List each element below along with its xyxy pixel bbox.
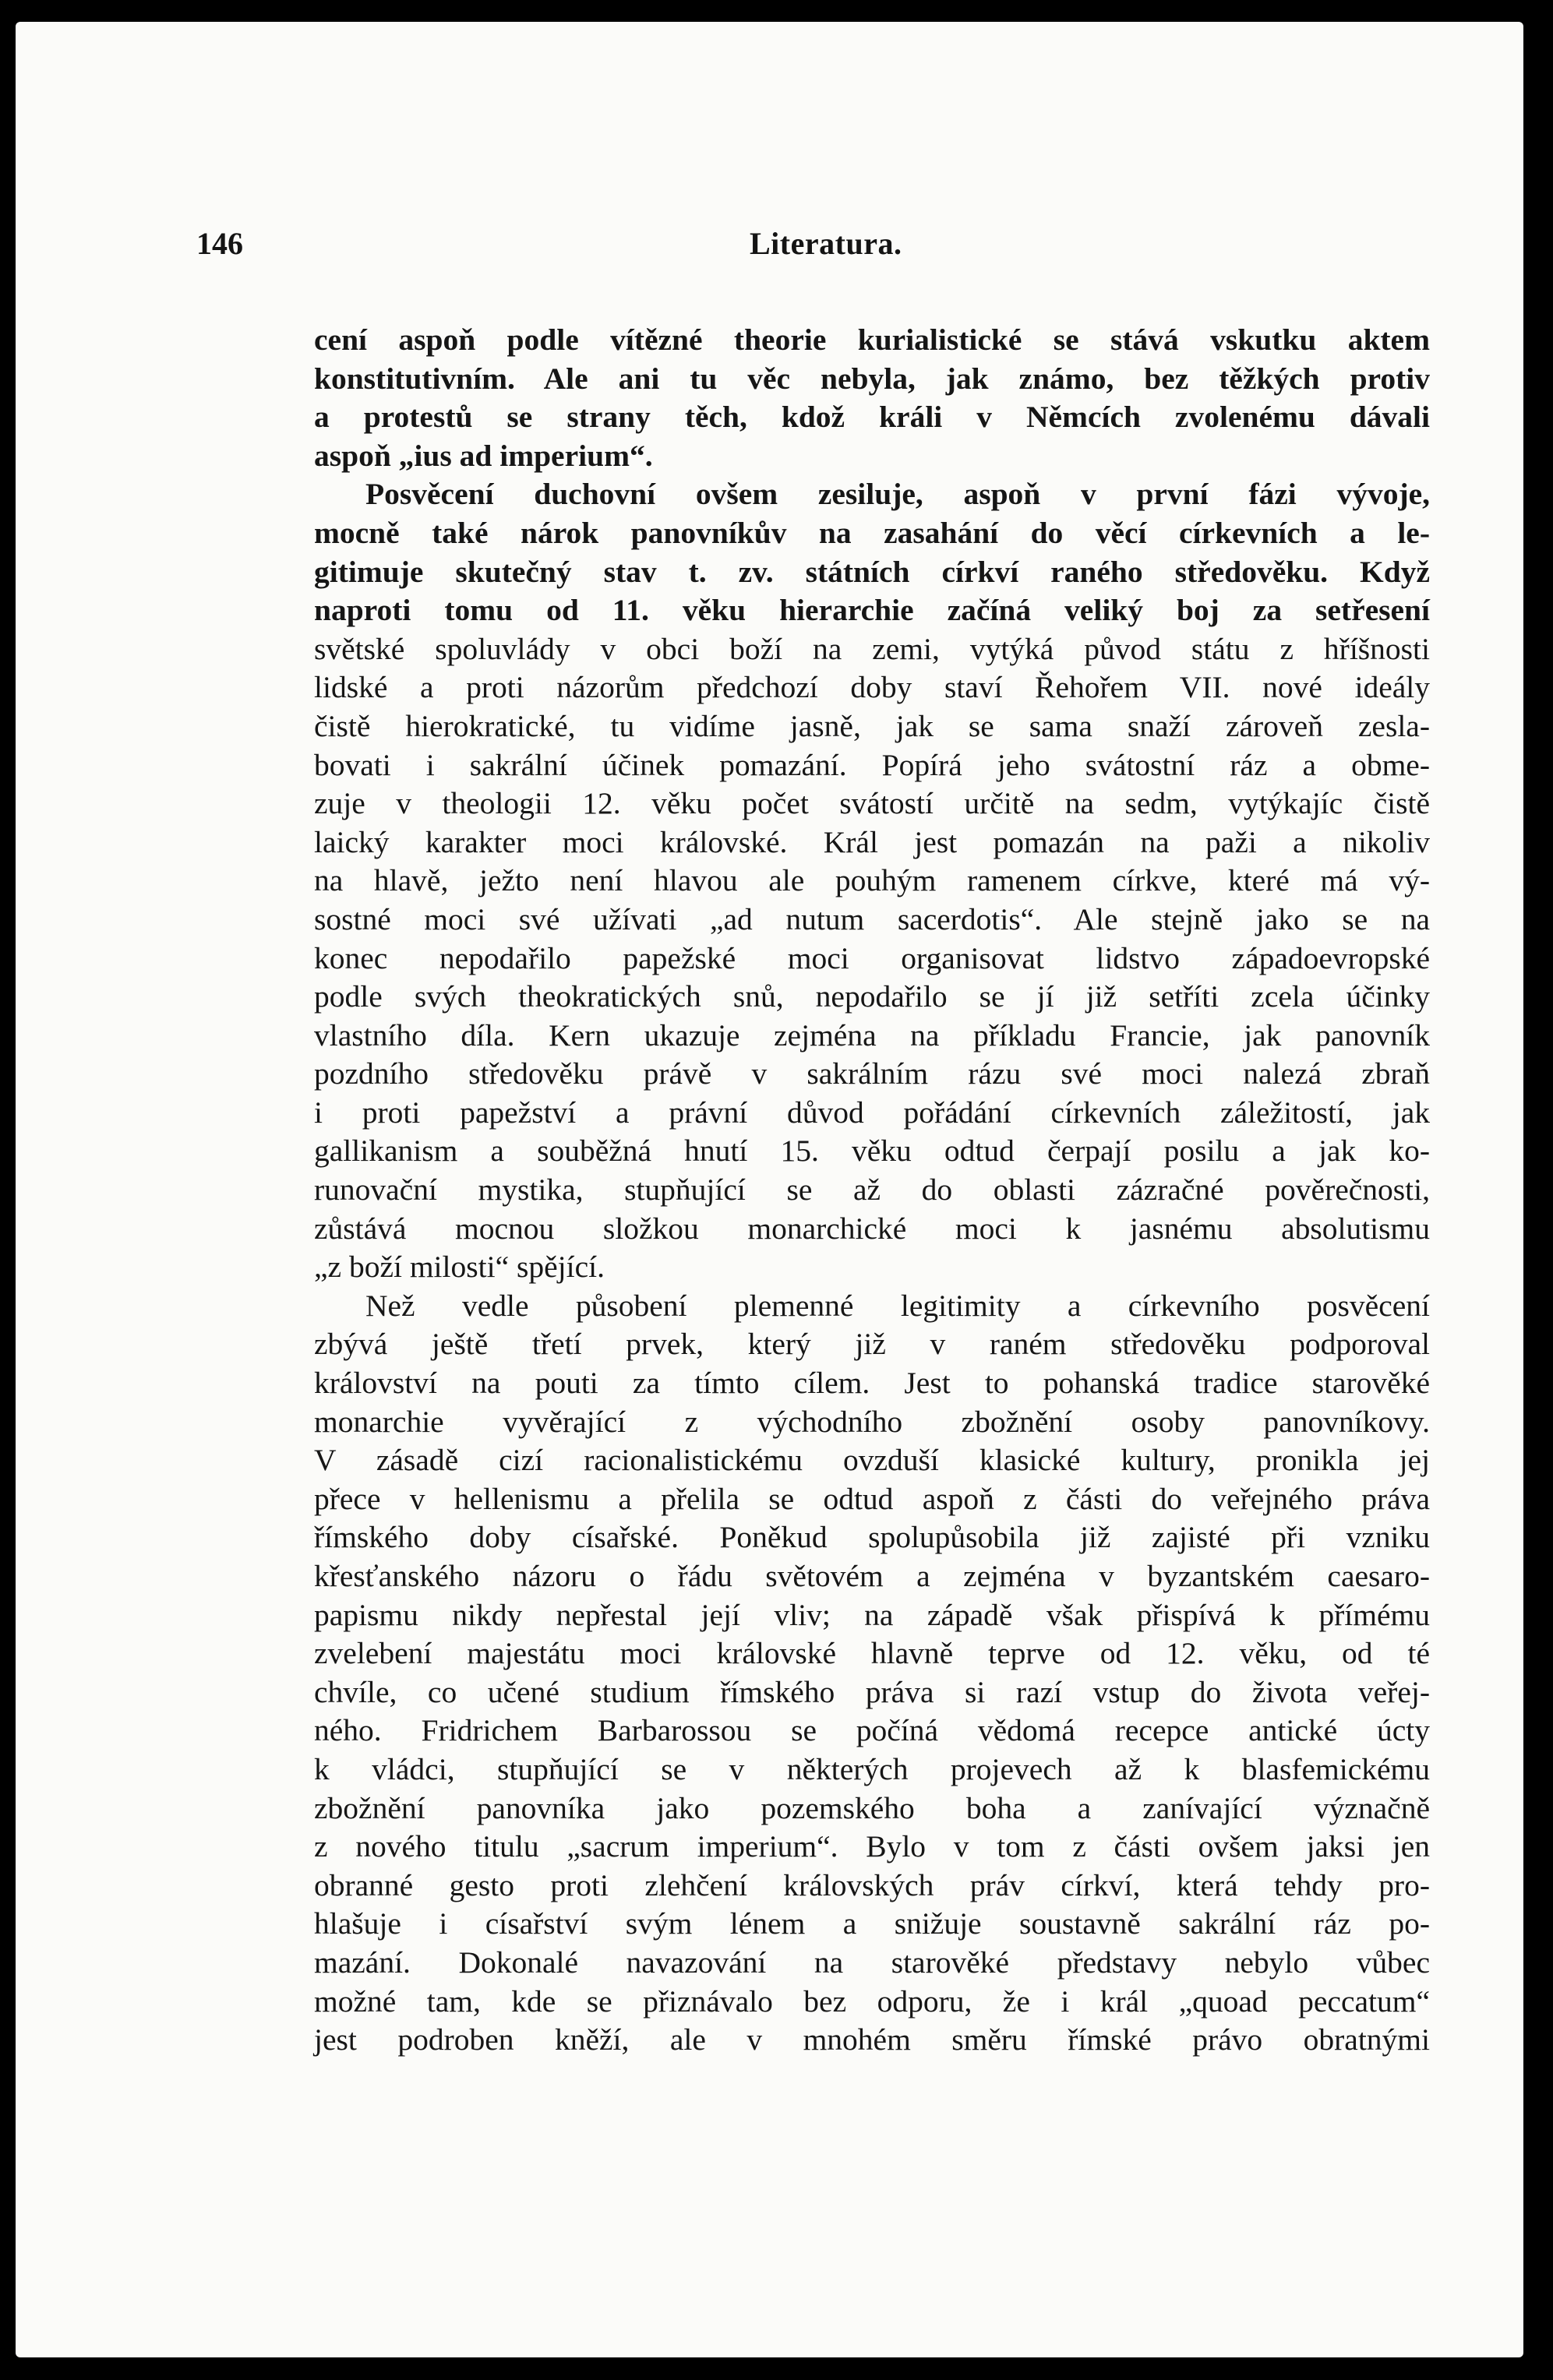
text-line: gitimuje skutečný stav t. zv. státních církví raného středověku. Když [314,554,1430,589]
text-line: možné tam, kde se přiznávalo bez odporu, že i král „quoad peccatum“ [314,1983,1430,2019]
page-header [196,225,1412,272]
text-line: konec nepodařilo papežské moci organisovat lidstvo západoevropské [314,940,1430,975]
text-line: mazání. Dokonalé navazování na starověké představy nebylo vůbec [314,1945,1430,1980]
text-line: jest podroben kněží, ale v mnohém směru římské právo obratnými [314,2022,1430,2057]
text-line: i proti papežství a právní důvod pořádání církevních záležitostí, jak [314,1095,1430,1130]
text-line: království na pouti za tímto cílem. Jest to pohanská tradice starověké [314,1366,1430,1401]
text-line: sostné moci své užívati „ad nutum sacerdotis“. Ale stejně jako se na [314,901,1430,936]
text-line: křesťanského názoru o řádu světovém a zejména v byzantském caesaro- [314,1559,1430,1593]
text-line: gallikanism a souběžná hnutí 15. věku odtud čerpají posilu a jak ko- [314,1134,1430,1169]
text-line: lidské a proti názorům předchozí doby staví Řehořem VII. nové ideály [314,670,1430,705]
text-line: a protestů se strany těch, kdož králi v Němcích zvolenému dávali [314,400,1430,435]
text-line: podle svých theokratických snů, nepodařilo se jí již setříti zcela účinky [314,979,1430,1014]
text-line: světské spoluvlády v obci boží na zemi, vytýká původ státu z hříšnosti [314,631,1430,666]
body-text [314,321,1430,2060]
page-number: 146 [196,226,243,261]
text-line: chvíle, co učené studium římského práva si razí vstup do života veřej- [314,1674,1430,1709]
text-line: k vládci, stupňující se v některých projevech až k blasfemickému [314,1751,1430,1786]
text-line: přece v hellenismu a přelila se odtud aspoň z části do veřejného práva [314,1481,1430,1516]
text-line: zbývá ještě třetí prvek, který již v raném středověku podporoval [314,1327,1430,1362]
text-line: vlastního díla. Kern ukazuje zejména na příkladu Francie, jak panovník [314,1017,1430,1052]
text-line: aspoň „ius ad imperium“. [314,438,653,473]
text-line: obranné gesto proti zlehčení královských práv církví, která tehdy pro- [314,1867,1430,1902]
text-line: zuje v theologii 12. věku počet svátostí určitě na sedm, vytýkajíc čistě [314,786,1430,821]
text-line: bovati i sakrální účinek pomazání. Popírá jeho svátostní ráz a obme- [314,747,1430,782]
text-line: z nového titulu „sacrum imperium“. Bylo v tom z části ovšem jaksi jen [314,1829,1430,1864]
text-line: runovační mystika, stupňující se až do oblasti zázračné pověrečnosti, [314,1172,1430,1208]
text-line: cení aspoň podle vítězné theorie kurialistické se stává vskutku aktem [314,323,1430,357]
text-line: římského doby císařské. Poněkud spolupůsobila již zajisté při vzniku [314,1520,1430,1555]
text-line: laický karakter moci královské. Král jest pomazán na paži a nikoliv [314,824,1430,859]
text-line: Než vedle působení plemenné legitimity a církevního posvěcení [365,1288,1430,1323]
running-title: Literatura. [750,226,902,261]
text-line: V zásadě cizí racionalistickému ovzduší klasické kultury, pronikla jej [314,1443,1430,1478]
text-line: papismu nikdy nepřestal její vliv; na západě však přispívá k přímému [314,1597,1430,1632]
text-line: zůstává mocnou složkou monarchické moci k jasnému absolutismu [314,1211,1430,1246]
text-line: pozdního středověku právě v sakrálním rázu své moci nalezá zbraň [314,1056,1430,1091]
text-line: zbožnění panovníka jako pozemského boha a zanívající význačně [314,1790,1430,1825]
text-line: ného. Fridrichem Barbarossou se počíná vědomá recepce antické úcty [314,1713,1430,1748]
text-line: čistě hierokratické, tu vidíme jasně, jak se sama snaží zároveň zesla- [314,708,1430,743]
text-line: konstitutivním. Ale ani tu věc nebyla, jak známo, bez těžkých protiv [314,361,1430,396]
text-line: hlašuje i císařství svým lénem a snižuje soustavně sakrální ráz po- [314,1906,1430,1941]
text-line: naproti tomu od 11. věku hierarchie začíná veliký boj za setřesení [314,593,1430,628]
text-line: Posvěcení duchovní ovšem zesiluje, aspoň v první fázi vývoje, [365,477,1430,512]
text-line: „z boží milosti“ spějící. [314,1250,605,1285]
text-line: na hlavě, ježto není hlavou ale pouhým ramenem církve, které má vý- [314,863,1430,898]
text-line: monarchie vyvěrající z východního zbožnění osoby panovníkovy. [314,1404,1430,1439]
text-line: mocně také nárok panovníkův na zasahání do věcí církevních a le- [314,515,1430,550]
text-line: zvelebení majestátu moci královské hlavně teprve od 12. věku, od té [314,1636,1430,1671]
